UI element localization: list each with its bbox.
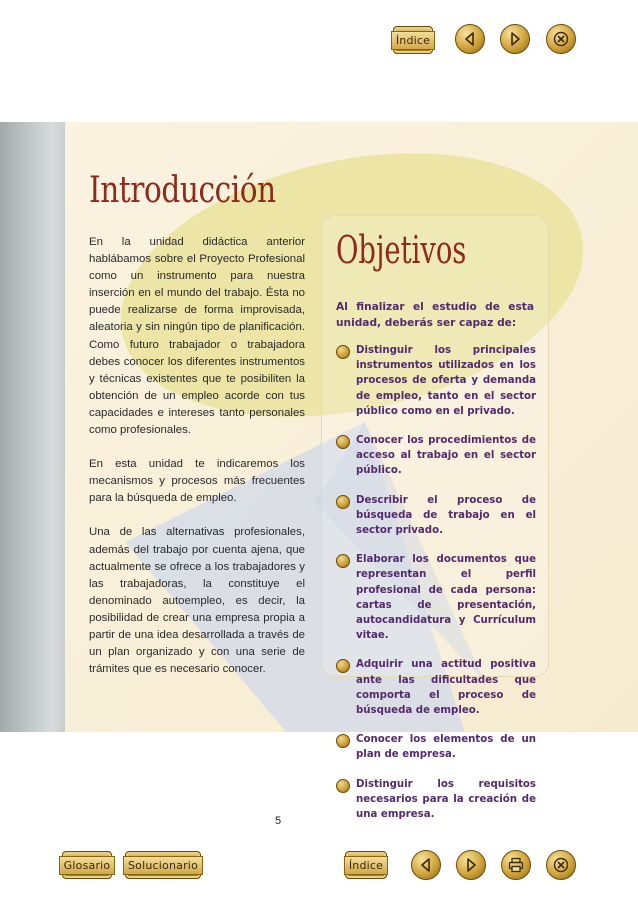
objective-item: [336, 777, 536, 823]
next-button[interactable]: [500, 24, 530, 54]
intro-paragraph-3: Una de las alternativas profesionales, además del trabajo por cuenta ajena, que actualmente se ofrece a los trabajadores y las trabajadoras, la constituye el denominado autoempleo, es decir, la posibilidad de crear una empresa propia a partir de una idea desarrollada a través de un plan organizado y con una serie de trámites que es necesario conocer.: [89, 526, 305, 676]
objectives-lead: Al finalizar el estudio de esta unidad, deberás ser capaz de:: [336, 301, 534, 329]
bullet-icon: [336, 734, 350, 748]
objective-item: [336, 433, 536, 479]
top-navigation: [0, 24, 638, 56]
next-button-bottom[interactable]: [456, 850, 486, 880]
bullet-icon: [336, 554, 350, 568]
close-icon: [552, 856, 570, 874]
index-button-label: Índice: [391, 31, 435, 50]
arrow-right-icon: [462, 856, 480, 874]
objective-text: Adquirir una actitud positiva ante las dificultades que comporta el proceso de búsqueda de empleo.: [356, 659, 536, 717]
arrow-left-icon: [461, 30, 479, 48]
intro-paragraph-1: En la unidad didáctica anterior hablábamos sobre el Proyecto Profesional como un instrumento para nuestra inserción en el mundo del trabajo. Ésta no puede realizarse de forma improvisada, aleatoria y sin ningún tipo de planificación. Como futuro trabajador o trabajadora debes conocer los diferentes instrumentos y técnicas existentes que te posibiliten la obtención de un empleo acorde con tus capacidades e intereses tanto personales como profesionales.: [89, 236, 305, 437]
objective-text: Conocer los procedimientos de acceso al trabajo en el sector público.: [356, 435, 536, 477]
objective-item: [336, 657, 536, 718]
bullet-icon: [336, 659, 350, 673]
objective-item: [336, 343, 536, 419]
close-button[interactable]: [546, 24, 576, 54]
index-button[interactable]: [393, 26, 433, 54]
solutions-button[interactable]: [125, 851, 201, 879]
objectives-title: Objetivos: [336, 228, 467, 272]
print-button[interactable]: [501, 850, 531, 880]
arrow-right-icon: [506, 30, 524, 48]
objective-text: Conocer los elementos de un plan de empresa.: [356, 734, 536, 761]
left-decorative-band: [0, 122, 65, 732]
previous-button[interactable]: [455, 24, 485, 54]
glossary-button[interactable]: [62, 851, 112, 879]
printer-icon: [507, 856, 525, 874]
objective-text: Distinguir los principales instrumentos utilizados en los procesos de oferta y demanda de empleo, tanto en el sector público como en el privado.: [356, 345, 536, 417]
intro-title: Introducción: [89, 170, 276, 211]
objective-item: [336, 732, 536, 762]
bullet-icon: [336, 779, 350, 793]
arrow-left-icon: [417, 856, 435, 874]
solutions-button-label: Solucionario: [123, 856, 203, 875]
objective-item: [336, 493, 536, 539]
bottom-navigation: [0, 848, 638, 882]
objective-item: [336, 552, 536, 643]
glossary-button-label: Glosario: [59, 856, 116, 875]
close-icon: [552, 30, 570, 48]
bullet-icon: [336, 345, 350, 359]
bullet-icon: [336, 495, 350, 509]
bullet-icon: [336, 435, 350, 449]
index-button-bottom-label: Índice: [344, 856, 388, 875]
objective-text: Distinguir los requisitos necesarios para la creación de una empresa.: [356, 778, 536, 821]
page-number: 5: [274, 815, 282, 827]
close-button-bottom[interactable]: [546, 850, 576, 880]
index-button-bottom[interactable]: [345, 851, 387, 879]
objectives-list: [336, 343, 536, 836]
objective-text: Elaborar los documentos que representan el perfil profesional de cada persona: cartas de presentación, autocandidatura y Currículum vitae.: [356, 554, 536, 642]
objective-text: Describir el proceso de búsqueda de trabajo en el sector privado.: [356, 494, 536, 537]
intro-paragraph-2: En esta unidad te indicaremos los mecanismos y procesos más frecuentes para la búsqueda de empleo.: [89, 458, 305, 505]
intro-body: [89, 234, 305, 695]
previous-button-bottom[interactable]: [411, 850, 441, 880]
